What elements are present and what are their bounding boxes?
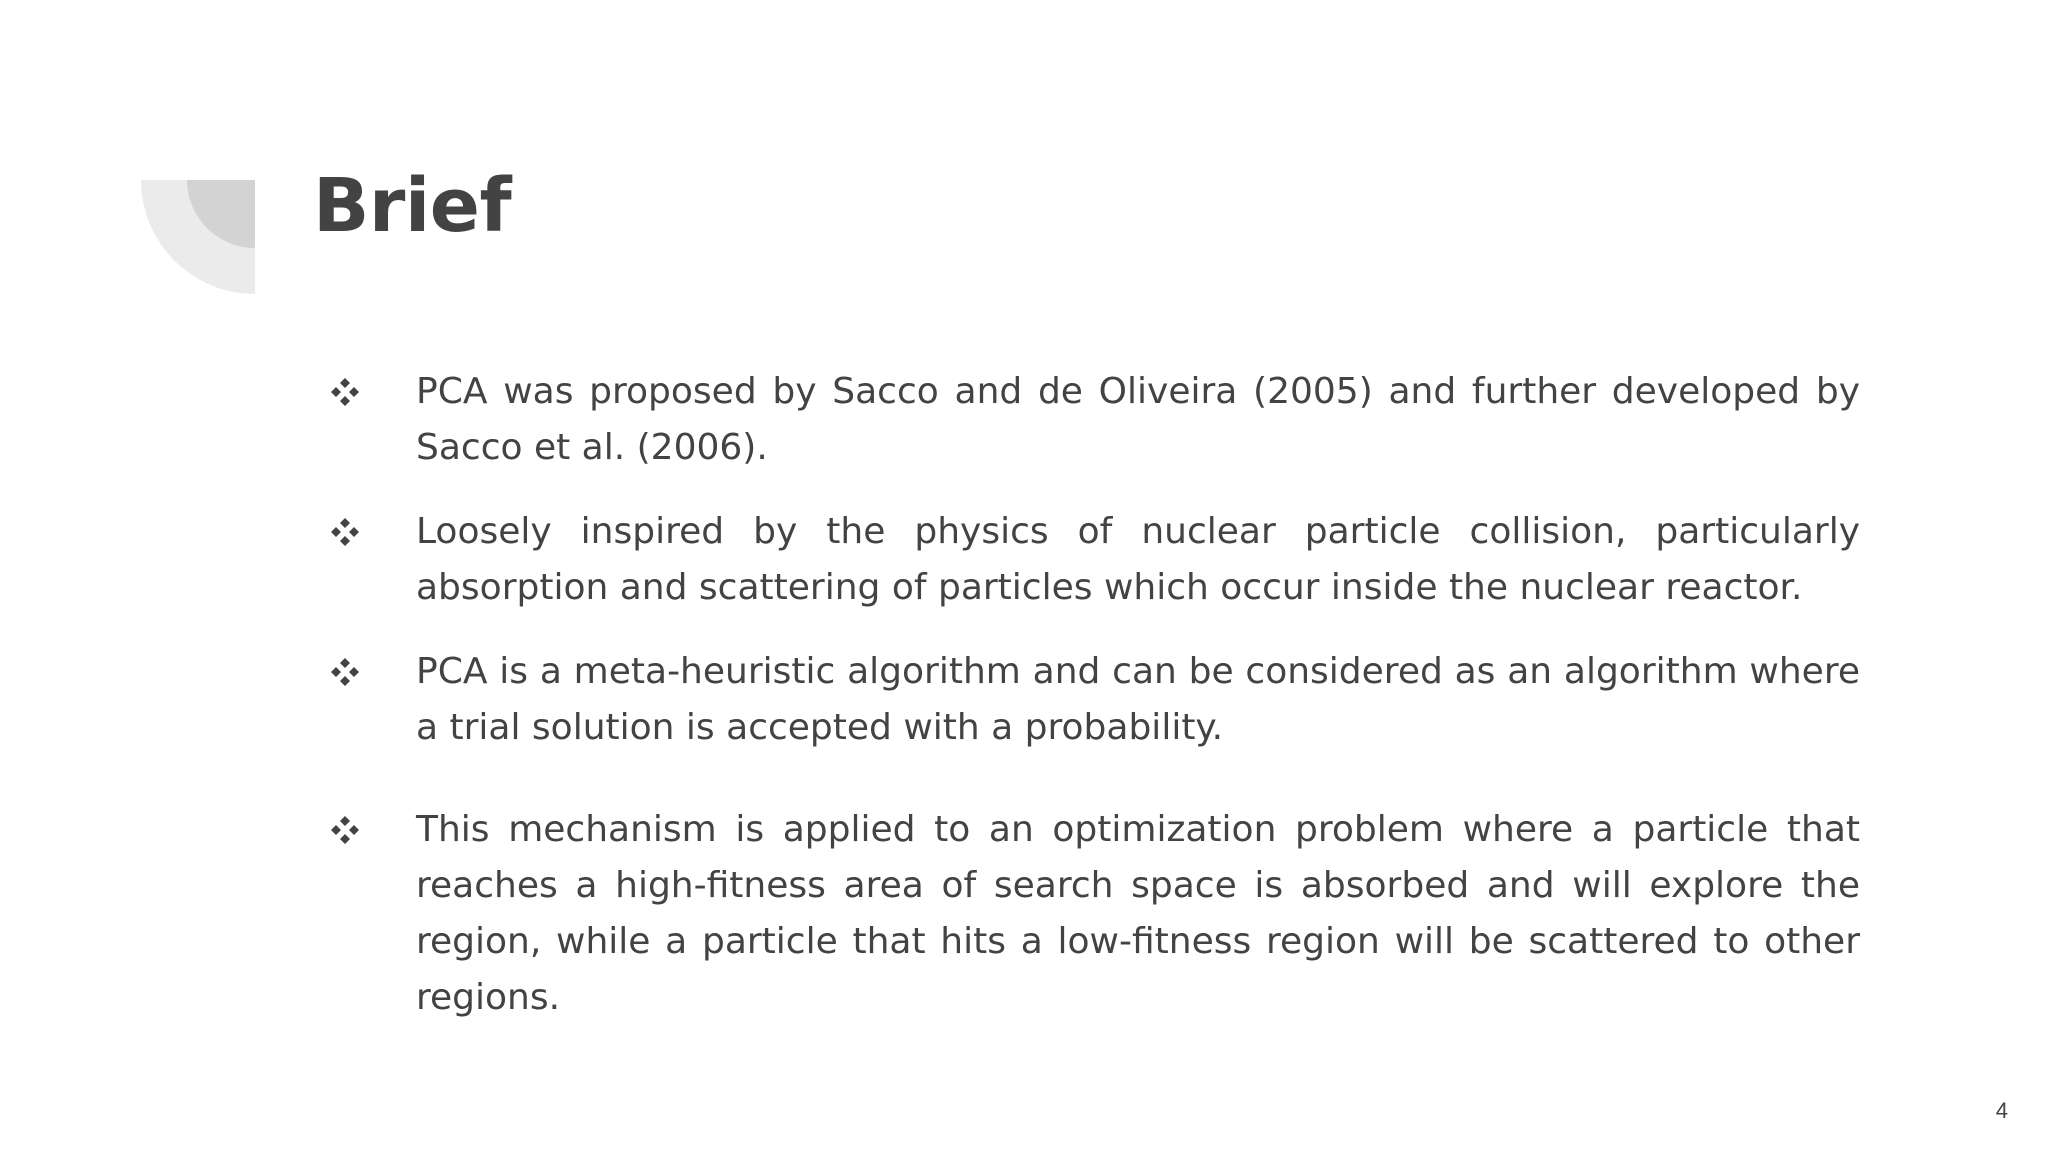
- bullet-text: This mechanism is applied to an optimization problem where a particle that reaches a high-fitness area of search space is absorbed and will explore the region, while a particle that hits a low-fitness region will be scattered to other regions.: [416, 809, 1860, 1018]
- four-diamond-icon: [320, 504, 416, 560]
- four-diamond-icon: [320, 644, 416, 700]
- bullet-item: [320, 364, 1860, 476]
- bullet-text: Loosely inspired by the physics of nuclear particle collision, particularly absorption and scattering of particles which occur inside the nuclear reactor.: [416, 511, 1860, 608]
- slide-number: 4: [1995, 1098, 2008, 1123]
- bullet-text: PCA is a meta-heuristic algorithm and can be considered as an algorithm where a trial solution is accepted with a probability.: [416, 651, 1860, 748]
- bullet-item: [320, 644, 1860, 756]
- bullet-item: [320, 802, 1860, 1026]
- corner-decoration: [141, 180, 255, 294]
- bullet-text: PCA was proposed by Sacco and de Oliveira (2005) and further developed by Sacco et al. (2006).: [416, 371, 1860, 468]
- slide-title: Brief: [313, 163, 512, 249]
- bullet-list: [320, 364, 1860, 1026]
- four-diamond-icon: [320, 802, 416, 858]
- four-diamond-icon: [320, 364, 416, 420]
- bullet-item: [320, 504, 1860, 616]
